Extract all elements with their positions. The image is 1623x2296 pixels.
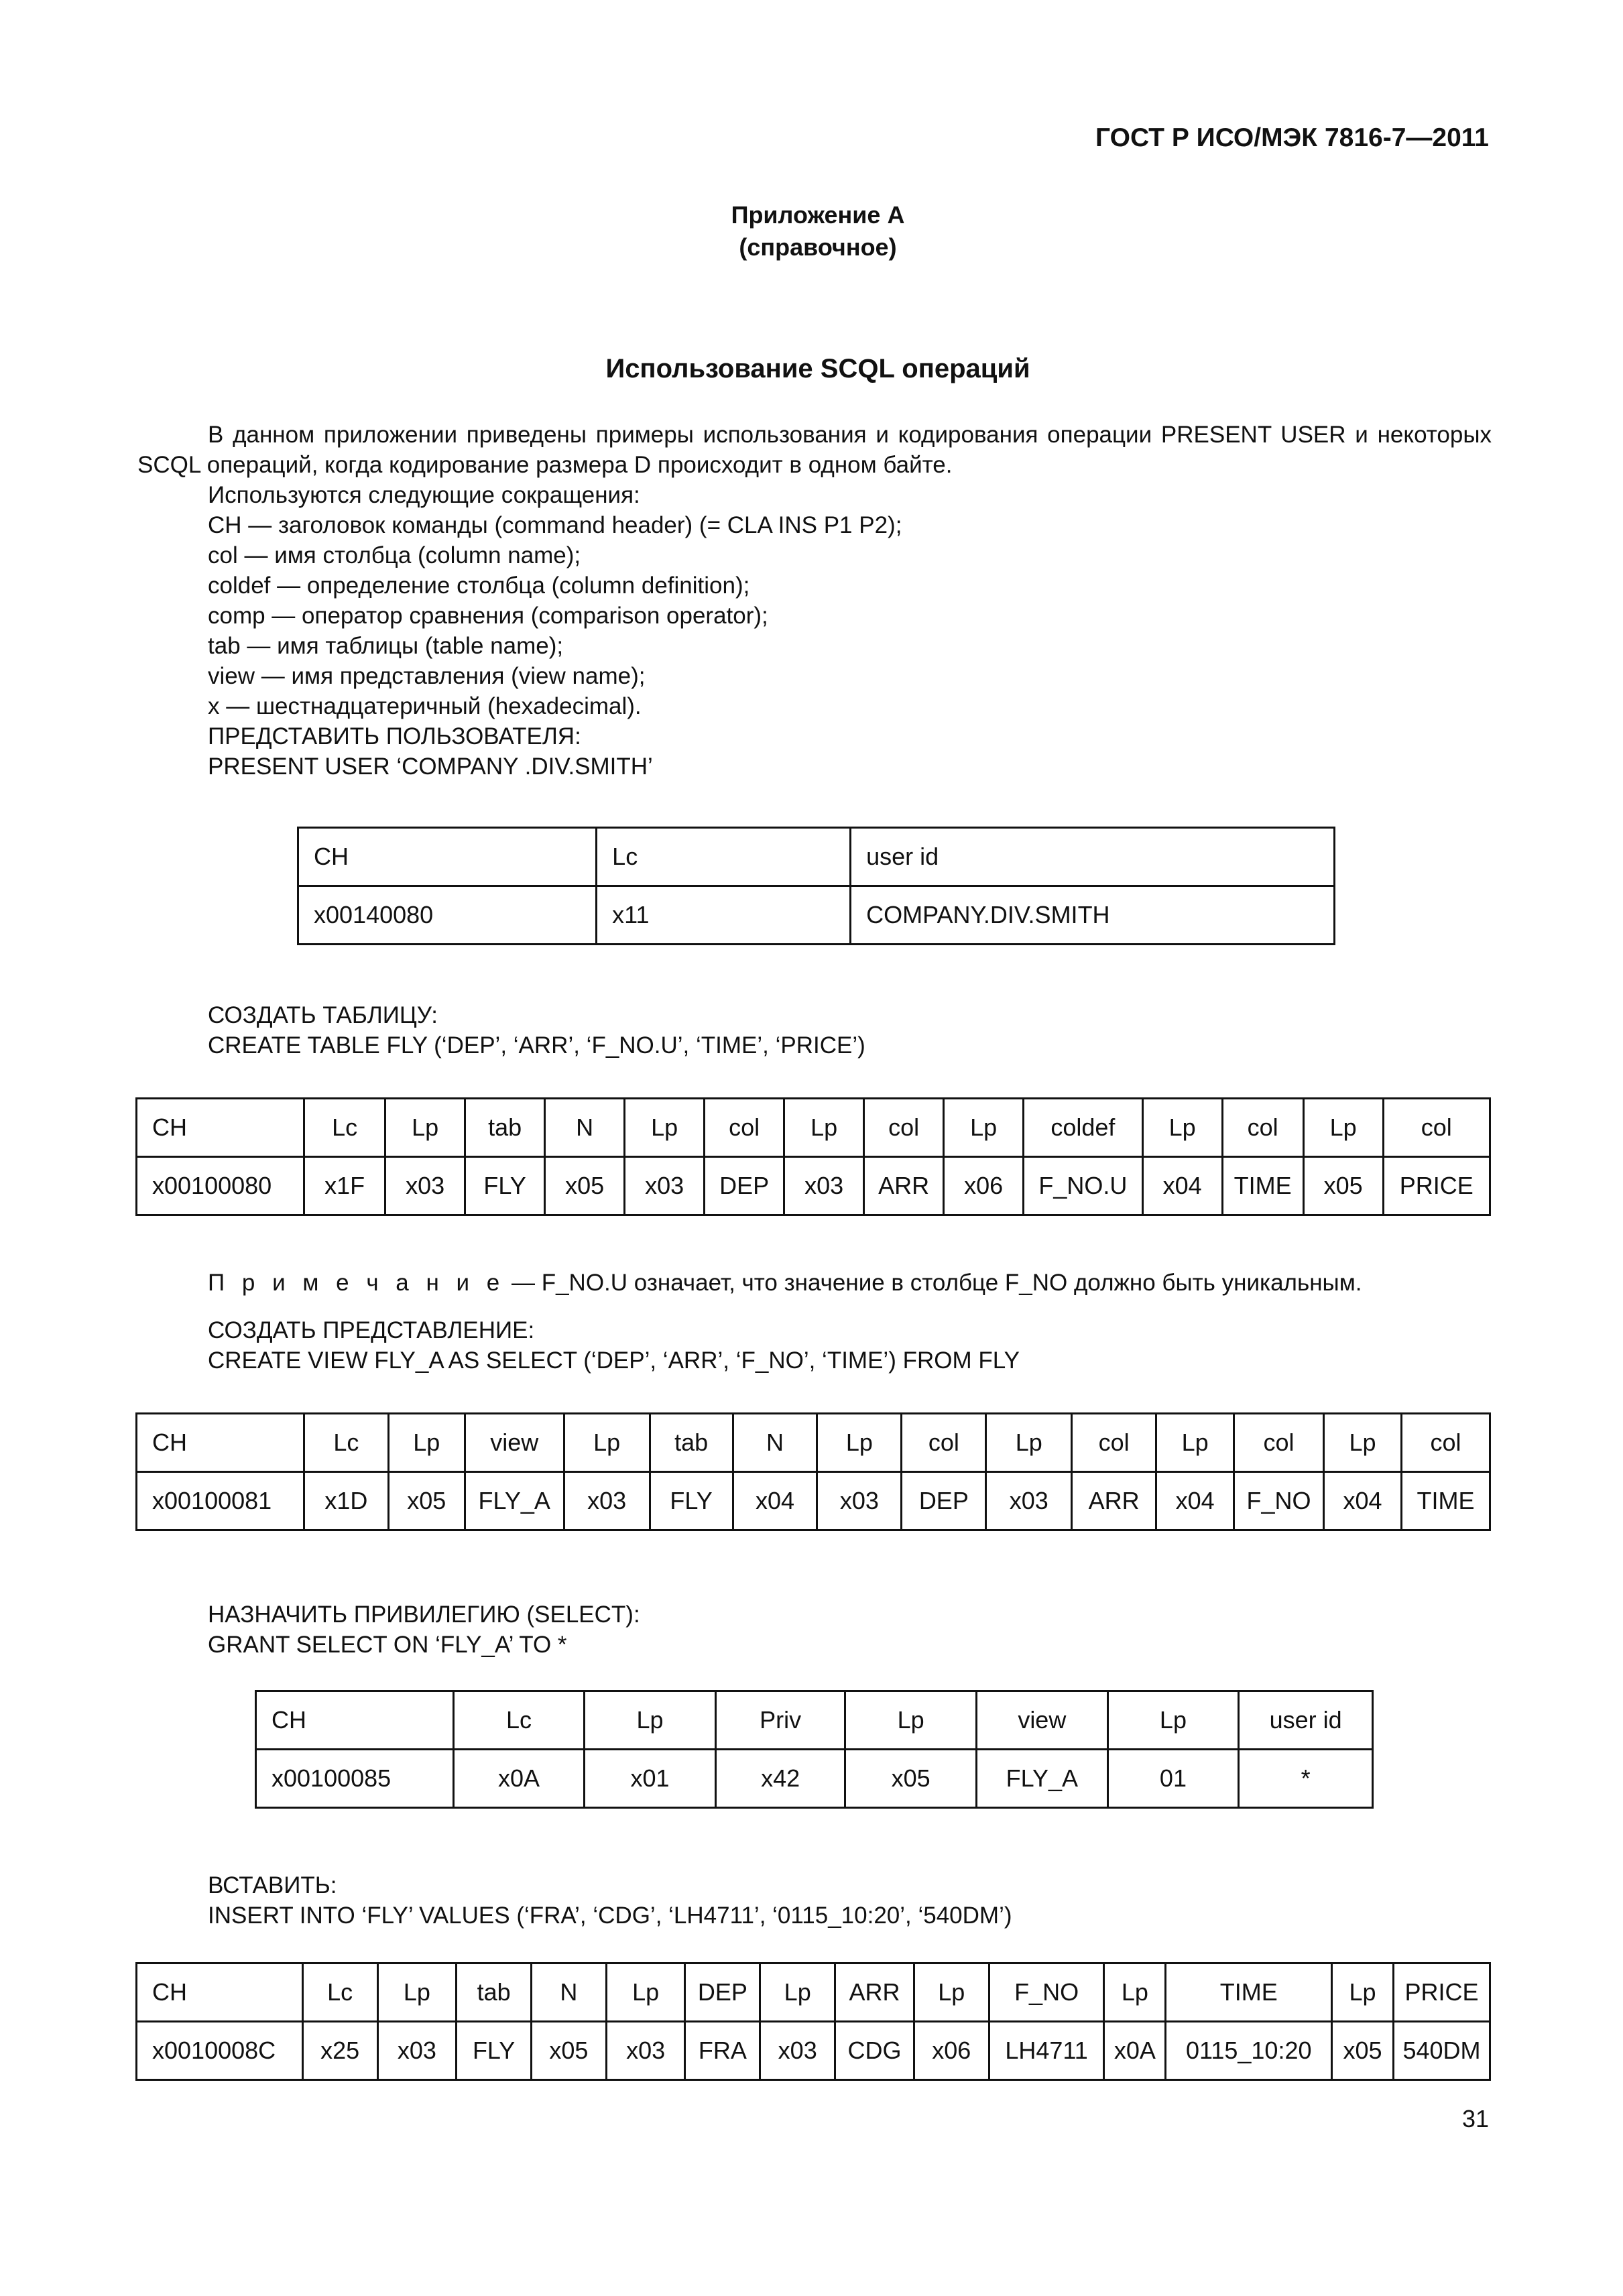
table-value-cell: x03 bbox=[760, 2022, 835, 2080]
table-value-cell: FLY bbox=[650, 1472, 733, 1530]
table-value-cell: x03 bbox=[986, 1472, 1072, 1530]
table-header-row bbox=[137, 1414, 1490, 1472]
table-header-cell: tab bbox=[465, 1099, 545, 1157]
table-value-cell: x03 bbox=[385, 1157, 465, 1215]
example-command: INSERT INTO ‘FLY’ VALUES (‘FRA’, ‘CDG’, ‘LH4711’, ‘0115_10:20’, ‘540DM’) bbox=[208, 1902, 1012, 1929]
table-header-cell: ARR bbox=[835, 1963, 914, 2022]
table-value-cell: x03 bbox=[606, 2022, 685, 2080]
table-value-cell: x00100081 bbox=[137, 1472, 304, 1530]
table-header-cell: col bbox=[1072, 1414, 1156, 1472]
table-header-cell: CH bbox=[137, 1414, 304, 1472]
table-value-cell: x04 bbox=[1324, 1472, 1402, 1530]
table-header-cell: CH bbox=[256, 1691, 454, 1750]
table-value-cell: F_NO bbox=[1234, 1472, 1324, 1530]
table-value-row bbox=[298, 886, 1335, 945]
table-value-cell: x0A bbox=[453, 1750, 585, 1808]
table-header-row bbox=[298, 828, 1335, 886]
table-header-cell: Lc bbox=[597, 828, 851, 886]
table-header-cell: Lc bbox=[304, 1099, 385, 1157]
table-header-cell: tab bbox=[650, 1414, 733, 1472]
table-header-cell: N bbox=[545, 1099, 625, 1157]
table-value-cell: * bbox=[1239, 1750, 1373, 1808]
table-header-cell: F_NO bbox=[989, 1963, 1104, 2022]
abbreviation-item: tab — имя таблицы (table name); bbox=[208, 633, 564, 659]
table-header-cell: Lp bbox=[760, 1963, 835, 2022]
table-header-cell: Lp bbox=[606, 1963, 685, 2022]
table-header-cell: user id bbox=[851, 828, 1335, 886]
table-header-cell: Lp bbox=[564, 1414, 650, 1472]
table-value-cell: x00100080 bbox=[137, 1157, 304, 1215]
table-header-cell: Lp bbox=[1104, 1963, 1166, 2022]
abbreviation-item: coldef — определение столбца (column definition); bbox=[208, 572, 750, 599]
table-header-cell: Lp bbox=[1332, 1963, 1394, 2022]
table-value-row bbox=[137, 1472, 1490, 1530]
table-header-cell: Priv bbox=[715, 1691, 845, 1750]
abbreviation-item: comp — оператор сравнения (comparison operator); bbox=[208, 603, 768, 629]
table-value-cell: 01 bbox=[1107, 1750, 1239, 1808]
standard-header: ГОСТ Р ИСО/МЭК 7816-7—2011 bbox=[1095, 123, 1489, 152]
note bbox=[208, 1270, 1362, 1296]
intro-paragraph: В данном приложении приведены примеры использования и кодирования операции PRESENT USER и некоторых SCQL операций, когда кодирование размера D происходит в одном байте. bbox=[137, 422, 1492, 478]
example-label: СОЗДАТЬ ПРЕДСТАВЛЕНИЕ: bbox=[208, 1317, 535, 1343]
intro-block bbox=[137, 420, 1492, 782]
abbreviation-item: col — имя столбца (column name); bbox=[208, 542, 581, 568]
table-header-cell: TIME bbox=[1166, 1963, 1332, 2022]
table-value-cell: CDG bbox=[835, 2022, 914, 2080]
table-value-cell: x00140080 bbox=[298, 886, 597, 945]
table-value-cell: x42 bbox=[715, 1750, 845, 1808]
table-value-cell: ARR bbox=[1072, 1472, 1156, 1530]
table-header-cell: view bbox=[976, 1691, 1107, 1750]
insert-table bbox=[135, 1962, 1491, 2081]
table-header-cell: PRICE bbox=[1393, 1963, 1490, 2022]
table-value-cell: x0010008C bbox=[137, 2022, 303, 2080]
table-header-cell: tab bbox=[457, 1963, 532, 2022]
table-header-cell: DEP bbox=[685, 1963, 760, 2022]
table-value-cell: x04 bbox=[733, 1472, 817, 1530]
table-header-row bbox=[137, 1963, 1490, 2022]
section-title: Использование SCQL операций bbox=[605, 354, 1030, 383]
annex-kind: (справочное) bbox=[739, 233, 897, 261]
table-value-cell: ARR bbox=[864, 1157, 944, 1215]
grant-caption bbox=[208, 1599, 640, 1660]
table-header-cell: Lp bbox=[1142, 1099, 1222, 1157]
table-header-row bbox=[137, 1099, 1490, 1157]
example-label: СОЗДАТЬ ТАБЛИЦУ: bbox=[208, 1002, 438, 1028]
table-value-cell: LH4711 bbox=[989, 2022, 1104, 2080]
annex-title: Приложение А bbox=[731, 201, 905, 229]
table-header-cell: Lp bbox=[914, 1963, 989, 2022]
table-header-cell: view bbox=[465, 1414, 564, 1472]
abbreviation-item: CH — заголовок команды (command header) (= CLA INS P1 P2); bbox=[208, 512, 902, 538]
table-header-cell: Lp bbox=[1156, 1414, 1234, 1472]
table-value-cell: x05 bbox=[532, 2022, 607, 2080]
table-value-cell: x03 bbox=[817, 1472, 902, 1530]
table-value-cell: x11 bbox=[597, 886, 851, 945]
table-value-cell: x1D bbox=[304, 1472, 388, 1530]
table-header-cell: CH bbox=[298, 828, 597, 886]
note-prefix: П р и м е ч а н и е bbox=[208, 1270, 505, 1296]
note-text: — F_NO.U означает, что значение в столбце F_NO должно быть уникальным. bbox=[505, 1270, 1362, 1296]
table-value-cell: x01 bbox=[585, 1750, 716, 1808]
table-header-row bbox=[256, 1691, 1373, 1750]
table-header-cell: Lp bbox=[944, 1099, 1024, 1157]
table-header-cell: Lp bbox=[817, 1414, 902, 1472]
table-value-cell: FRA bbox=[685, 2022, 760, 2080]
table-value-cell: TIME bbox=[1401, 1472, 1490, 1530]
table-value-cell: x05 bbox=[845, 1750, 977, 1808]
table-value-cell: F_NO.U bbox=[1024, 1157, 1142, 1215]
table-value-cell: x05 bbox=[388, 1472, 465, 1530]
table-value-cell: DEP bbox=[705, 1157, 784, 1215]
table-value-cell: TIME bbox=[1222, 1157, 1303, 1215]
table-header-cell: Lp bbox=[986, 1414, 1072, 1472]
example-label: ВСТАВИТЬ: bbox=[208, 1872, 337, 1898]
table-value-cell: FLY_A bbox=[976, 1750, 1107, 1808]
grant-table bbox=[255, 1690, 1374, 1809]
table-header-cell: Lp bbox=[625, 1099, 705, 1157]
table-header-cell: Lp bbox=[1303, 1099, 1383, 1157]
table-value-cell: x00100085 bbox=[256, 1750, 454, 1808]
table-value-cell: 0115_10:20 bbox=[1166, 2022, 1332, 2080]
table-value-cell: DEP bbox=[902, 1472, 986, 1530]
table-header-cell: col bbox=[902, 1414, 986, 1472]
table-header-cell: col bbox=[864, 1099, 944, 1157]
table-header-cell: Lp bbox=[585, 1691, 716, 1750]
example-command: CREATE TABLE FLY (‘DEP’, ‘ARR’, ‘F_NO.U’, ‘TIME’, ‘PRICE’) bbox=[208, 1032, 865, 1059]
table-value-cell: x03 bbox=[377, 2022, 457, 2080]
create-view-table bbox=[135, 1412, 1491, 1531]
table-value-cell: FLY bbox=[465, 1157, 545, 1215]
table-header-cell: Lp bbox=[377, 1963, 457, 2022]
example-command: CREATE VIEW FLY_A AS SELECT (‘DEP’, ‘ARR’, ‘F_NO’, ‘TIME’) FROM FLY bbox=[208, 1347, 1020, 1374]
table-value-cell: x06 bbox=[914, 2022, 989, 2080]
table-header-cell: Lp bbox=[1324, 1414, 1402, 1472]
table-header-cell: CH bbox=[137, 1099, 304, 1157]
table-header-cell: col bbox=[1222, 1099, 1303, 1157]
table-header-cell: Lc bbox=[302, 1963, 377, 2022]
table-header-cell: user id bbox=[1239, 1691, 1373, 1750]
create-table-table bbox=[135, 1097, 1491, 1216]
table-value-row bbox=[137, 1157, 1490, 1215]
example-command: GRANT SELECT ON ‘FLY_A’ TO * bbox=[208, 1632, 567, 1658]
table-header-cell: N bbox=[733, 1414, 817, 1472]
table-header-cell: col bbox=[1401, 1414, 1490, 1472]
table-header-cell: col bbox=[705, 1099, 784, 1157]
table-value-cell: FLY bbox=[457, 2022, 532, 2080]
page-number: 31 bbox=[1461, 2105, 1489, 2132]
table-value-cell: PRICE bbox=[1383, 1157, 1490, 1215]
table-header-cell: Lp bbox=[784, 1099, 864, 1157]
table-header-cell: col bbox=[1383, 1099, 1490, 1157]
table-value-cell: x04 bbox=[1156, 1472, 1234, 1530]
example-label: ПРЕДСТАВИТЬ ПОЛЬЗОВАТЕЛЯ: bbox=[208, 723, 581, 749]
table-value-cell: COMPANY.DIV.SMITH bbox=[851, 886, 1335, 945]
present-user-table bbox=[297, 827, 1335, 945]
table-value-cell: FLY_A bbox=[465, 1472, 564, 1530]
table-header-cell: N bbox=[532, 1963, 607, 2022]
table-value-cell: x0A bbox=[1104, 2022, 1166, 2080]
create-table-caption bbox=[208, 1000, 865, 1061]
table-header-cell: Lc bbox=[453, 1691, 585, 1750]
table-value-cell: x03 bbox=[564, 1472, 650, 1530]
table-value-cell: 540DM bbox=[1393, 2022, 1490, 2080]
table-header-cell: Lp bbox=[385, 1099, 465, 1157]
example-command: PRESENT USER ‘COMPANY .DIV.SMITH’ bbox=[208, 753, 653, 780]
create-view-caption bbox=[208, 1315, 1020, 1376]
table-header-cell: col bbox=[1234, 1414, 1324, 1472]
table-value-cell: x03 bbox=[625, 1157, 705, 1215]
table-value-row bbox=[256, 1750, 1373, 1808]
table-header-cell: CH bbox=[137, 1963, 303, 2022]
table-value-cell: x1F bbox=[304, 1157, 385, 1215]
table-value-row bbox=[137, 2022, 1490, 2080]
table-value-cell: x05 bbox=[1332, 2022, 1394, 2080]
table-header-cell: Lc bbox=[304, 1414, 388, 1472]
table-value-cell: x05 bbox=[545, 1157, 625, 1215]
table-value-cell: x05 bbox=[1303, 1157, 1383, 1215]
table-value-cell: x25 bbox=[302, 2022, 377, 2080]
abbreviation-item: view — имя представления (view name); bbox=[208, 663, 646, 689]
table-value-cell: x03 bbox=[784, 1157, 864, 1215]
abbreviation-item: x — шестнадцатеричный (hexadecimal). bbox=[208, 693, 642, 719]
table-header-cell: coldef bbox=[1024, 1099, 1142, 1157]
table-header-cell: Lp bbox=[845, 1691, 977, 1750]
table-header-cell: Lp bbox=[1107, 1691, 1239, 1750]
insert-caption bbox=[208, 1870, 1012, 1931]
table-value-cell: x04 bbox=[1142, 1157, 1222, 1215]
abbreviations-intro: Используются следующие сокращения: bbox=[208, 482, 640, 508]
table-value-cell: x06 bbox=[944, 1157, 1024, 1215]
table-header-cell: Lp bbox=[388, 1414, 465, 1472]
example-label: НАЗНАЧИТЬ ПРИВИЛЕГИЮ (SELECT): bbox=[208, 1602, 640, 1628]
